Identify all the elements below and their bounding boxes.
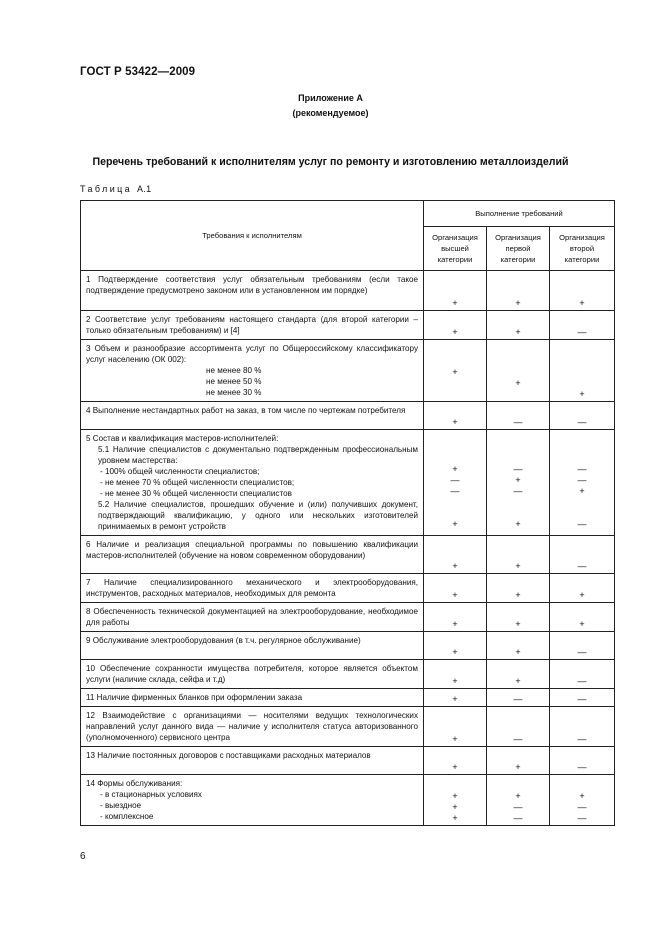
- mark-highest: +: [452, 813, 458, 823]
- requirement-text: 7 Наличие специализированного механического и электрооборудования, инструментов, расходных материалов, необходимых для ремонта: [86, 578, 418, 598]
- mark-first: +: [487, 574, 550, 603]
- document-title: Перечень требований к исполнителям услуг по ремонту и изготовлению металлоизделий: [92, 156, 569, 168]
- mark-second: —: [550, 689, 615, 707]
- requirement-item: - выездное: [100, 801, 142, 810]
- mark-second: —: [577, 475, 587, 485]
- mark-first: +: [487, 536, 550, 574]
- mark-first: —: [487, 707, 550, 747]
- requirement-text: 1 Подтверждение соответствия услуг обязательным требованиям (если такое подтверждение предусмотрено законом или в установленном им порядке): [86, 275, 418, 295]
- mark-second: +: [550, 574, 615, 603]
- mark-second: —: [550, 707, 615, 747]
- table-row: [81, 574, 615, 603]
- mark-first: —: [487, 402, 550, 430]
- requirement-text: 10 Обеспечение сохранности имущества потребителя, которое является объектом услуги (наличие склада, сейфа и т.д): [86, 664, 418, 684]
- mark-second: —: [550, 632, 615, 660]
- table-row: [81, 660, 615, 689]
- header-column-first: Организация первой категории: [487, 227, 550, 271]
- mark-first: +: [515, 519, 521, 529]
- requirement-text: 2 Соответствие услуг требованиям настоящего стандарта (для второй категории – только обязательным требованиям) и [4]: [86, 315, 418, 335]
- mark-first: +: [487, 271, 550, 311]
- mark-second: —: [550, 311, 615, 340]
- mark-first: +: [487, 311, 550, 340]
- mark-highest: +: [424, 311, 487, 340]
- requirement-subitem: 5.2 Наличие специалистов, прошедших обучение и (или) получивших документ, подтверждающий квалификацию, у одного или нескольких изготовителей принимаемых в ремонт устройств: [98, 500, 418, 531]
- mark-first: +: [487, 747, 550, 775]
- requirement-text: 6 Наличие и реализация специальной программы по повышению квалификации мастеров-исполнителей (обучение на новом современном оборудовании): [86, 540, 418, 560]
- requirement-item: - не менее 30 % общей численности специалистов: [100, 489, 292, 498]
- mark-first: +: [487, 632, 550, 660]
- requirement-item: - 100% общей численности специалистов;: [100, 467, 260, 476]
- table-caption: [80, 184, 151, 194]
- table-row: [81, 707, 615, 747]
- mark-first: +: [515, 378, 521, 388]
- requirement-subitem: не менее 80 %: [206, 366, 262, 375]
- mark-second: +: [550, 271, 615, 311]
- requirement-text: 12 Взаимодействие с организациями — носителями ведущих технологических направлений услуг данного вида — наличие у исполнителя статуса авторизованного (уполномоченного) сервисного центра: [86, 711, 418, 742]
- requirement-text: 13 Наличие постоянных договоров с поставщиками расходных материалов: [86, 751, 371, 760]
- mark-first: —: [513, 802, 523, 812]
- table-caption-number: А.1: [137, 184, 152, 194]
- mark-highest: +: [424, 707, 487, 747]
- table-row: [81, 603, 615, 632]
- table-row: [81, 340, 615, 402]
- mark-second: +: [579, 389, 585, 399]
- mark-highest: +: [452, 519, 458, 529]
- header-requirements: Требования к исполнителям: [81, 201, 424, 271]
- requirement-item: - не менее 70 % общей численности специалистов;: [100, 478, 295, 487]
- mark-second: +: [579, 791, 585, 801]
- mark-first: —: [513, 813, 523, 823]
- mark-highest: +: [452, 802, 458, 812]
- mark-highest: +: [424, 603, 487, 632]
- requirement-text: 3 Объем и разнообразие ассортимента услуг по Общероссийскому классификатору услуг населению (ОК 002):: [86, 344, 418, 364]
- standard-number: ГОСТ Р 53422—2009: [80, 66, 196, 78]
- mark-second: —: [577, 802, 587, 812]
- mark-second: —: [550, 660, 615, 689]
- mark-first: +: [515, 791, 521, 801]
- appendix-label: Приложение А: [298, 93, 363, 103]
- requirement-item: - комплексное: [100, 812, 154, 821]
- header-column-second: Организация второй категории: [550, 227, 615, 271]
- mark-second: +: [550, 603, 615, 632]
- table-row: [81, 430, 615, 536]
- mark-highest: +: [424, 574, 487, 603]
- page-number: 6: [80, 851, 86, 862]
- mark-highest: —: [450, 475, 460, 485]
- mark-second: +: [579, 486, 585, 496]
- mark-highest: +: [424, 402, 487, 430]
- mark-highest: +: [452, 791, 458, 801]
- requirement-text: 8 Обеспеченность технической документацией на электрооборудование, необходимое для работы: [86, 607, 418, 627]
- requirement-text: 5 Состав и квалификация мастеров-исполнителей:: [86, 434, 279, 443]
- requirements-table: [80, 200, 615, 826]
- mark-highest: +: [424, 536, 487, 574]
- mark-first: —: [513, 464, 523, 474]
- mark-first: +: [515, 475, 521, 485]
- mark-highest: —: [450, 486, 460, 496]
- mark-first: +: [487, 660, 550, 689]
- table-row: [81, 311, 615, 340]
- table-row: [81, 271, 615, 311]
- table-row: [81, 775, 615, 826]
- table-row: [81, 402, 615, 430]
- mark-first: —: [513, 486, 523, 496]
- requirement-item: - в стационарных условиях: [100, 790, 202, 799]
- mark-first: +: [487, 603, 550, 632]
- table-row: [81, 747, 615, 775]
- mark-second: —: [577, 464, 587, 474]
- mark-second: —: [550, 536, 615, 574]
- mark-second: —: [577, 813, 587, 823]
- table-row: [81, 689, 615, 707]
- mark-first: —: [487, 689, 550, 707]
- table-caption-word: Таблица: [80, 184, 133, 194]
- mark-highest: +: [424, 689, 487, 707]
- mark-highest: +: [424, 271, 487, 311]
- header-column-highest: Организация высшей категории: [424, 227, 487, 271]
- mark-highest: +: [424, 747, 487, 775]
- header-fulfillment: Выполнение требований: [424, 201, 615, 227]
- requirement-text: 14 Формы обслуживания:: [86, 779, 183, 788]
- table-row: [81, 632, 615, 660]
- requirement-subitem: 5.1 Наличие специалистов с документально подтвержденным профессиональным уровнем мастерства:: [98, 445, 418, 465]
- mark-highest: +: [424, 660, 487, 689]
- requirement-subitem: не менее 30 %: [206, 388, 262, 397]
- table-row: [81, 536, 615, 574]
- requirement-text: 11 Наличие фирменных бланков при оформлении заказа: [86, 693, 303, 702]
- mark-highest: +: [452, 464, 458, 474]
- mark-second: —: [550, 747, 615, 775]
- requirement-text: 9 Обслуживание электрооборудования (в т.ч. регулярное обслуживание): [86, 636, 361, 645]
- mark-second: —: [577, 519, 587, 529]
- mark-highest: +: [424, 632, 487, 660]
- mark-second: —: [550, 402, 615, 430]
- requirement-text: 4 Выполнение нестандартных работ на заказ, в том числе по чертежам потребителя: [86, 406, 406, 415]
- requirement-subitem: не менее 50 %: [206, 377, 262, 386]
- appendix-note: (рекомендуемое): [292, 108, 369, 118]
- mark-highest: +: [452, 367, 458, 377]
